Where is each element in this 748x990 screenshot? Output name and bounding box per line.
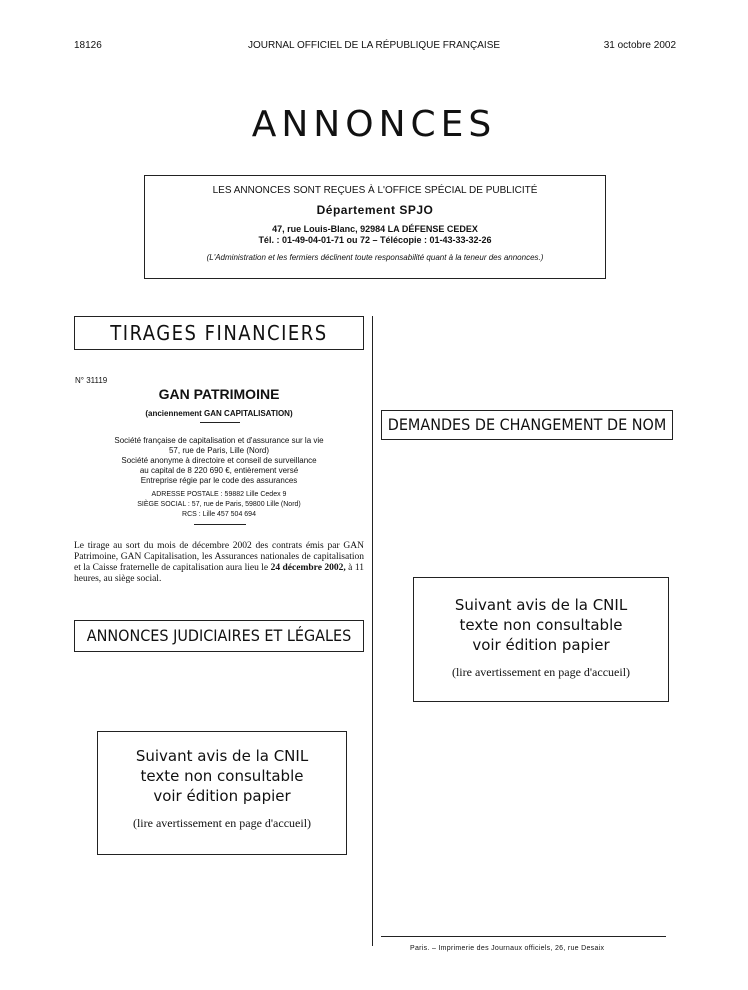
description-line: Entreprise régie par le code des assurances (140, 476, 298, 485)
description-line: 57, rue de Paris, Lille (Nord) (168, 446, 270, 455)
cnil-line: voir édition papier (153, 787, 291, 805)
column-divider (372, 316, 373, 946)
cnil-note: (lire avertissement en page d'accueil) (451, 665, 631, 679)
journal-title: JOURNAL OFFICIEL DE LA RÉPUBLIQUE FRANÇAISE (247, 40, 501, 51)
company-description (74, 436, 364, 486)
divider-rule (200, 422, 240, 423)
company-name: GAN PATRIMOINE (158, 386, 280, 402)
cnil-notice-box (97, 731, 347, 855)
notice-number: N° 31119 (75, 376, 108, 385)
cnil-line: Suivant avis de la CNIL (454, 596, 628, 614)
footer-rule (381, 936, 666, 937)
description-line: Société française de capitalisation et d'assurance sur la vie (114, 436, 324, 445)
section-tirages-financiers: TIRAGES FINANCIERS (74, 316, 364, 350)
printer-footer: Paris. – Imprimerie des Journaux officiels, 26, rue Desaix (410, 945, 605, 952)
cnil-line: Suivant avis de la CNIL (135, 747, 309, 765)
company-addresses (74, 490, 364, 520)
notice-paragraph (74, 541, 364, 585)
issue-date: 31 octobre 2002 (603, 40, 676, 51)
paragraph-text: Le tirage au sort du mois de décembre 2002 des contrats émis par GAN Patrimoine, GAN Capitalisation, les Assurances nationales de capitalisation et la Caisse fraternelle de capitalisation aura lieu le (74, 541, 364, 573)
info-department: Département SPJO (316, 203, 434, 217)
cnil-line: voir édition papier (472, 636, 610, 654)
cnil-line: texte non consultable (140, 767, 304, 785)
paragraph-date: 24 décembre 2002, (270, 563, 346, 573)
description-line: au capital de 8 220 690 €, entièrement versé (139, 466, 299, 475)
paragraph-end: à 11 heures, au siège social. (74, 563, 364, 584)
publicity-info-box (144, 175, 606, 279)
page-title: ANNONCES (251, 104, 497, 145)
description-line: Société anonyme à directoire et conseil de surveillance (121, 456, 317, 465)
cnil-notice-box (413, 577, 669, 702)
address-line: RCS : Lille 457 504 694 (182, 511, 256, 518)
info-disclaimer: (L'Administration et les fermiers déclinent toute responsabilité quant à la teneur des annonces.) (206, 253, 544, 262)
info-phone: Tél. : 01-49-04-01-71 ou 72 – Télécopie : 01-43-33-32-26 (258, 235, 492, 245)
cnil-line: texte non consultable (459, 616, 623, 634)
section-changement-nom: DEMANDES DE CHANGEMENT DE NOM (381, 410, 673, 440)
divider-rule (194, 524, 246, 525)
info-address: 47, rue Louis-Blanc, 92984 LA DÉFENSE CEDEX (272, 224, 478, 234)
address-line: ADRESSE POSTALE : 59882 Lille Cedex 9 (151, 491, 287, 498)
section-annonces-judiciaires: ANNONCES JUDICIAIRES ET LÉGALES (74, 620, 364, 652)
address-line: SIÈGE SOCIAL : 57, rue de Paris, 59800 Lille (Nord) (137, 501, 301, 508)
company-formerly: (anciennement GAN CAPITALISATION) (145, 409, 293, 418)
cnil-note: (lire avertissement en page d'accueil) (132, 816, 312, 830)
page-number: 18126 (74, 40, 102, 51)
info-reception-line: LES ANNONCES SONT REÇUES À L'OFFICE SPÉCIAL DE PUBLICITÉ (212, 185, 538, 196)
